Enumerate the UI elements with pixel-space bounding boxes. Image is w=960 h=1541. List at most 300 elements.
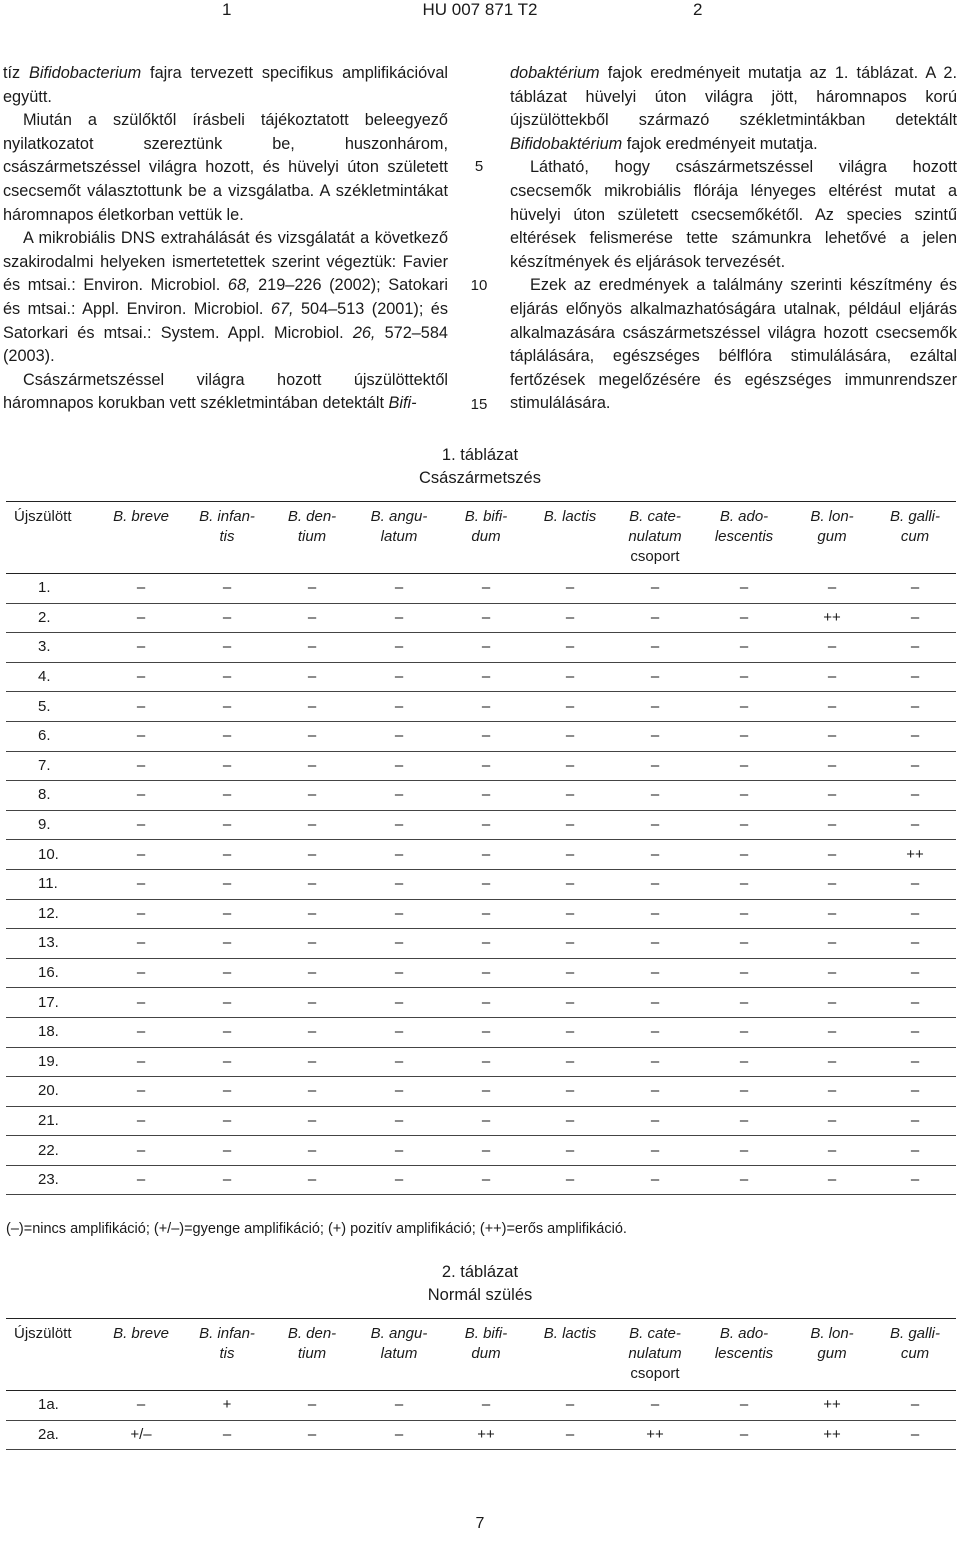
table-cell: – xyxy=(270,1047,354,1077)
table-cell: – xyxy=(354,840,444,870)
row-label: 9. xyxy=(6,810,98,840)
table-cell: – xyxy=(874,1077,956,1107)
table-cell: – xyxy=(444,781,528,811)
table-cell: – xyxy=(184,721,270,751)
table-cell: – xyxy=(270,721,354,751)
table2-header-cell: Újszülött xyxy=(6,1319,98,1391)
table-cell: – xyxy=(444,574,528,604)
table-cell: – xyxy=(874,781,956,811)
table1-header-row xyxy=(6,502,956,574)
table-cell: – xyxy=(698,869,790,899)
table-cell: – xyxy=(612,840,698,870)
table-cell: – xyxy=(98,958,184,988)
table-cell: – xyxy=(184,988,270,1018)
table2 xyxy=(6,1318,956,1450)
table-cell: – xyxy=(612,1047,698,1077)
table-cell: – xyxy=(874,1047,956,1077)
table-cell: – xyxy=(528,1420,612,1450)
table-cell: – xyxy=(528,662,612,692)
table-cell: – xyxy=(698,633,790,663)
table-cell: – xyxy=(98,899,184,929)
table-cell: – xyxy=(184,1077,270,1107)
table-cell: – xyxy=(698,603,790,633)
table-cell: – xyxy=(698,1106,790,1136)
right-text-column xyxy=(510,62,957,416)
table-cell: – xyxy=(444,988,528,1018)
table-cell: – xyxy=(528,810,612,840)
table2-caption: 2. táblázat xyxy=(441,1263,519,1281)
table-cell: – xyxy=(354,899,444,929)
table-cell: – xyxy=(184,958,270,988)
table-cell: – xyxy=(698,929,790,959)
table-cell: – xyxy=(184,574,270,604)
page-number: 7 xyxy=(475,1515,485,1532)
table-cell: – xyxy=(354,1420,444,1450)
table-cell: – xyxy=(528,1047,612,1077)
table-cell: – xyxy=(874,929,956,959)
table-cell: – xyxy=(612,929,698,959)
table-cell: – xyxy=(444,1017,528,1047)
document-id: HU 007 871 T2 xyxy=(422,0,538,19)
table-cell: – xyxy=(184,1017,270,1047)
table-row xyxy=(6,781,956,811)
table-cell: – xyxy=(874,869,956,899)
row-label: 1. xyxy=(6,574,98,604)
table-cell: – xyxy=(874,603,956,633)
table-cell: – xyxy=(98,988,184,1018)
table1-header-cell: B. lon- gum xyxy=(790,502,874,574)
table-cell: – xyxy=(270,899,354,929)
table-cell: – xyxy=(698,692,790,722)
table-cell: – xyxy=(612,1017,698,1047)
table2-header-row xyxy=(6,1319,956,1391)
table-cell: – xyxy=(698,1136,790,1166)
table-cell: – xyxy=(98,662,184,692)
table-cell: – xyxy=(270,1136,354,1166)
table-cell: – xyxy=(874,1017,956,1047)
row-label: 6. xyxy=(6,721,98,751)
table-cell: – xyxy=(184,1047,270,1077)
table-row xyxy=(6,1017,956,1047)
table1-header-cell: B. ado- lescentis xyxy=(698,502,790,574)
table-cell: – xyxy=(444,1165,528,1195)
table-cell: – xyxy=(528,692,612,722)
table-cell: – xyxy=(98,603,184,633)
table-cell: – xyxy=(612,958,698,988)
table-cell: – xyxy=(444,958,528,988)
table1-header-cell: B. angu- latum xyxy=(354,502,444,574)
table-cell: – xyxy=(698,1391,790,1421)
table-cell: – xyxy=(98,840,184,870)
table-cell: – xyxy=(698,574,790,604)
table-cell: – xyxy=(270,574,354,604)
table-cell: – xyxy=(874,1165,956,1195)
table-cell: – xyxy=(528,1165,612,1195)
table-cell: – xyxy=(270,662,354,692)
row-label: 8. xyxy=(6,781,98,811)
table-cell: – xyxy=(184,929,270,959)
table-cell: – xyxy=(444,1077,528,1107)
table-row xyxy=(6,988,956,1018)
left-page-number: 1 xyxy=(222,0,232,19)
row-label: 16. xyxy=(6,958,98,988)
right-page-number: 2 xyxy=(693,0,703,19)
table-cell: – xyxy=(184,781,270,811)
table-cell: – xyxy=(790,633,874,663)
table-cell: – xyxy=(528,899,612,929)
table-cell: – xyxy=(698,988,790,1018)
table-cell: – xyxy=(698,1165,790,1195)
table-cell: – xyxy=(790,1106,874,1136)
table1-header-cell: B. lactis xyxy=(528,502,612,574)
table-cell: – xyxy=(354,1136,444,1166)
row-label: 2a. xyxy=(6,1420,98,1450)
table-cell: – xyxy=(354,1077,444,1107)
table-cell: – xyxy=(612,751,698,781)
table-cell: – xyxy=(184,692,270,722)
row-label: 22. xyxy=(6,1136,98,1166)
table-cell: – xyxy=(354,603,444,633)
table-cell: – xyxy=(698,721,790,751)
table-cell: – xyxy=(270,692,354,722)
table-cell: – xyxy=(98,1077,184,1107)
table-cell: – xyxy=(874,662,956,692)
table2-header-cell: B. bifi- dum xyxy=(444,1319,528,1391)
table-cell: ++ xyxy=(790,1420,874,1450)
table1-header-cell: B. infan- tis xyxy=(184,502,270,574)
row-label: 19. xyxy=(6,1047,98,1077)
row-label: 13. xyxy=(6,929,98,959)
table-row xyxy=(6,869,956,899)
table-cell: – xyxy=(874,574,956,604)
table-cell: – xyxy=(270,958,354,988)
table2-header-cell: B. den- tium xyxy=(270,1319,354,1391)
table-cell: – xyxy=(790,810,874,840)
table-cell: – xyxy=(790,662,874,692)
table-cell: – xyxy=(444,1047,528,1077)
table-cell: – xyxy=(270,840,354,870)
table1 xyxy=(6,501,956,1195)
table-cell: – xyxy=(270,603,354,633)
table-cell: – xyxy=(98,1136,184,1166)
row-label: 17. xyxy=(6,988,98,1018)
table-row xyxy=(6,958,956,988)
table-cell: – xyxy=(270,1106,354,1136)
table-cell: – xyxy=(270,1391,354,1421)
table-cell: – xyxy=(612,574,698,604)
table-cell: – xyxy=(612,781,698,811)
row-label: 18. xyxy=(6,1017,98,1047)
table1-body xyxy=(6,574,956,1195)
table-cell: – xyxy=(184,603,270,633)
table-cell: – xyxy=(528,1136,612,1166)
table-cell: – xyxy=(528,721,612,751)
table-cell: – xyxy=(444,1106,528,1136)
table-cell: – xyxy=(698,1420,790,1450)
table2-header-cell: B. ado- lescentis xyxy=(698,1319,790,1391)
table-cell: – xyxy=(612,692,698,722)
table-row xyxy=(6,721,956,751)
table-cell: – xyxy=(790,899,874,929)
table-cell: – xyxy=(528,781,612,811)
table-cell: – xyxy=(444,633,528,663)
table1-caption: 1. táblázat xyxy=(441,446,519,464)
table-cell: – xyxy=(612,988,698,1018)
right-paragraph-2: Látható, hogy császármetszéssel világra hozott csecsemők mikrobiális flórája lényeges eltérést mutat a hüvelyi úton született csecsemőkétől. Az species szintű eltérések felismerése tette számunkra lehetővé a jelen készítmények és eljárások tervezését. xyxy=(510,158,957,271)
table-row xyxy=(6,692,956,722)
table-cell: – xyxy=(354,751,444,781)
table1-header-cell: B. cate- nulatum csoport xyxy=(612,502,698,574)
table-cell: – xyxy=(98,721,184,751)
table-cell: – xyxy=(874,721,956,751)
table-cell: – xyxy=(528,574,612,604)
table-cell: – xyxy=(874,810,956,840)
table-row xyxy=(6,662,956,692)
table-cell: – xyxy=(698,810,790,840)
row-label: 3. xyxy=(6,633,98,663)
table-cell: – xyxy=(98,810,184,840)
table-cell: – xyxy=(612,810,698,840)
table-cell: – xyxy=(612,1077,698,1107)
table-cell: – xyxy=(354,869,444,899)
table-cell: – xyxy=(698,840,790,870)
table-cell: – xyxy=(698,781,790,811)
table-cell: – xyxy=(354,1047,444,1077)
table1-header-cell: B. bifi- dum xyxy=(444,502,528,574)
row-label: 11. xyxy=(6,869,98,899)
table-cell: – xyxy=(612,721,698,751)
table1-header-cell: B. breve xyxy=(98,502,184,574)
table-cell: – xyxy=(98,869,184,899)
left-paragraph-2: Miután a szülőktől írásbeli tájékoztatott beleegyező nyilatkozatot szereztünk be, huszonhárom, császármetszéssel világra hozott, és hüvelyi úton született csecsemőt választottunk be a vizsgálatba. A székletmintákat háromnapos életkorban vettük le. xyxy=(3,111,448,224)
table-cell: – xyxy=(790,751,874,781)
table-cell: – xyxy=(270,781,354,811)
table1-title: Császármetszés xyxy=(419,469,541,487)
table-cell: ++ xyxy=(874,840,956,870)
table-cell: – xyxy=(98,1047,184,1077)
table-cell: – xyxy=(698,1077,790,1107)
table-cell: – xyxy=(270,869,354,899)
table-cell: – xyxy=(354,633,444,663)
table-cell: – xyxy=(354,810,444,840)
table-cell: – xyxy=(98,781,184,811)
table-row xyxy=(6,929,956,959)
table-cell: – xyxy=(528,840,612,870)
row-label: 12. xyxy=(6,899,98,929)
table2-header-cell: B. cate- nulatum csoport xyxy=(612,1319,698,1391)
table-row xyxy=(6,633,956,663)
table-row xyxy=(6,840,956,870)
table-cell: – xyxy=(874,988,956,1018)
table-cell: – xyxy=(790,1136,874,1166)
table-cell: – xyxy=(270,929,354,959)
table-cell: – xyxy=(698,899,790,929)
table-cell: – xyxy=(98,1017,184,1047)
table-cell: – xyxy=(698,1017,790,1047)
table-cell: – xyxy=(790,958,874,988)
table1-header-cell: B. galli- cum xyxy=(874,502,956,574)
table-cell: – xyxy=(874,1106,956,1136)
table-cell: – xyxy=(184,1420,270,1450)
table-cell: – xyxy=(354,1106,444,1136)
table-row xyxy=(6,899,956,929)
row-label: 1a. xyxy=(6,1391,98,1421)
table2-header-cell: B. galli- cum xyxy=(874,1319,956,1391)
table-cell: – xyxy=(528,869,612,899)
table-row xyxy=(6,1165,956,1195)
table-cell: – xyxy=(98,1391,184,1421)
line-number-10: 10 xyxy=(470,277,488,294)
table-cell: – xyxy=(354,721,444,751)
table-cell: – xyxy=(354,1017,444,1047)
table-legend: (–)=nincs amplifikáció; (+/–)=gyenge amplifikáció; (+) pozitív amplifikáció; (++)=erős amplifikáció. xyxy=(6,1221,627,1237)
table-cell: – xyxy=(612,1106,698,1136)
table-cell: – xyxy=(184,1165,270,1195)
table-row xyxy=(6,574,956,604)
line-number-15: 15 xyxy=(470,396,488,413)
table-cell: – xyxy=(612,869,698,899)
table-cell: – xyxy=(270,633,354,663)
table-cell: – xyxy=(698,662,790,692)
table-cell: – xyxy=(528,1106,612,1136)
table-row xyxy=(6,1391,956,1421)
table-cell: – xyxy=(444,692,528,722)
table-cell: – xyxy=(184,810,270,840)
table-cell: – xyxy=(874,692,956,722)
table1-header-cell: Újszülött xyxy=(6,502,98,574)
table-cell: – xyxy=(354,988,444,1018)
table-cell: – xyxy=(790,869,874,899)
table-cell: – xyxy=(528,603,612,633)
table-cell: – xyxy=(612,633,698,663)
table-row xyxy=(6,751,956,781)
table-cell: – xyxy=(354,1391,444,1421)
table-cell: – xyxy=(528,958,612,988)
table-cell: – xyxy=(354,958,444,988)
table-cell: – xyxy=(354,1165,444,1195)
table-cell: – xyxy=(790,781,874,811)
table-cell: – xyxy=(184,1106,270,1136)
table-cell: – xyxy=(874,751,956,781)
line-number-5: 5 xyxy=(474,158,484,175)
table-cell: ++ xyxy=(790,603,874,633)
table-cell: – xyxy=(184,869,270,899)
table-cell: – xyxy=(444,869,528,899)
table-cell: – xyxy=(874,958,956,988)
table-cell: – xyxy=(612,603,698,633)
table-row xyxy=(6,603,956,633)
row-label: 10. xyxy=(6,840,98,870)
table-cell: – xyxy=(184,840,270,870)
table-cell: – xyxy=(444,810,528,840)
table-cell: – xyxy=(874,899,956,929)
table-cell: – xyxy=(98,751,184,781)
row-label: 5. xyxy=(6,692,98,722)
table-cell: – xyxy=(790,692,874,722)
table-cell: – xyxy=(444,721,528,751)
table-cell: – xyxy=(184,751,270,781)
table-cell: – xyxy=(184,1136,270,1166)
table-cell: – xyxy=(874,633,956,663)
table-cell: – xyxy=(444,1136,528,1166)
table-cell: – xyxy=(790,1165,874,1195)
table2-body xyxy=(6,1391,956,1450)
row-label: 21. xyxy=(6,1106,98,1136)
table-cell: – xyxy=(444,603,528,633)
right-paragraph-3: Ezek az eredmények a találmány szerinti készítmény és eljárás előnyös alkalmazhatóságára utalnak, például eljárás alkalmazására császármetszéssel világra hozott csecsemők táplálására, egészséges bélflóra stimulálására, ezáltal fertőzések megelőzésére és egészséges immunrendszer stimulálására. xyxy=(510,276,957,413)
table-cell: – xyxy=(444,751,528,781)
table2-title: Normál szülés xyxy=(427,1286,533,1304)
row-label: 20. xyxy=(6,1077,98,1107)
table-cell: – xyxy=(612,1136,698,1166)
table-cell: – xyxy=(270,810,354,840)
table-cell: – xyxy=(790,1017,874,1047)
table-cell: – xyxy=(98,633,184,663)
table-cell: – xyxy=(528,1017,612,1047)
table-cell: – xyxy=(874,1136,956,1166)
table-row xyxy=(6,1047,956,1077)
table-cell: – xyxy=(612,899,698,929)
table1-header-cell: B. den- tium xyxy=(270,502,354,574)
table-cell: – xyxy=(612,1391,698,1421)
table-cell: – xyxy=(444,899,528,929)
table-row xyxy=(6,1420,956,1450)
table-cell: – xyxy=(790,840,874,870)
table-cell: – xyxy=(528,751,612,781)
left-paragraph-3: A mikrobiális DNS extrahálását és vizsgálatát a következő szakirodalmi helyeken ismertetettek szerint végeztük: Favier és mtsai.: Environ. Microbiol. 68, 219–226 (2002); Satokari és mtsai.: Appl. Environ. Microbiol. 67, 504–513 (2001); és Satorkari és mtsai.: System. Appl. Microbiol. 26, 572–584 (2003). xyxy=(3,229,448,366)
table-cell: – xyxy=(874,1420,956,1450)
table-cell: – xyxy=(698,1047,790,1077)
table-cell: ++ xyxy=(612,1420,698,1450)
table2-header-cell: B. infan- tis xyxy=(184,1319,270,1391)
table-cell: – xyxy=(184,633,270,663)
table-cell: – xyxy=(790,1047,874,1077)
table-cell: – xyxy=(528,988,612,1018)
table-cell: – xyxy=(698,751,790,781)
table-cell: – xyxy=(444,1391,528,1421)
table-cell: – xyxy=(528,633,612,663)
left-paragraph-4: Császármetszéssel világra hozott újszülöttektől háromnapos korukban vett székletmintában detektált Bifi- xyxy=(3,370,448,413)
table-cell: – xyxy=(98,1106,184,1136)
row-label: 7. xyxy=(6,751,98,781)
table2-header-cell: B. lon- gum xyxy=(790,1319,874,1391)
table-cell: – xyxy=(790,721,874,751)
table-cell: – xyxy=(354,781,444,811)
table2-header-cell: B. lactis xyxy=(528,1319,612,1391)
table-cell: – xyxy=(790,988,874,1018)
table-cell: – xyxy=(874,1391,956,1421)
table-cell: – xyxy=(528,1391,612,1421)
table-cell: – xyxy=(270,1017,354,1047)
table-cell: – xyxy=(354,692,444,722)
table-row xyxy=(6,810,956,840)
table-cell: – xyxy=(270,1077,354,1107)
table-cell: ++ xyxy=(790,1391,874,1421)
table-cell: – xyxy=(354,662,444,692)
table-cell: – xyxy=(528,929,612,959)
table-cell: – xyxy=(612,662,698,692)
table-cell: – xyxy=(354,574,444,604)
table2-header-cell: B. angu- latum xyxy=(354,1319,444,1391)
table-cell: – xyxy=(184,899,270,929)
table-cell: – xyxy=(270,751,354,781)
table2-header-cell: B. breve xyxy=(98,1319,184,1391)
right-paragraph-1: dobaktérium fajok eredményeit mutatja az 1. táblázat. A 2. táblázat hüvelyi úton világra jött, háromnapos korú újszülöttekből származó székletmintákban detektált Bifidobaktérium fajok eredményeit mutatja. xyxy=(510,64,957,153)
table-cell: – xyxy=(612,1165,698,1195)
table-row xyxy=(6,1136,956,1166)
table-cell: ++ xyxy=(444,1420,528,1450)
table-cell: – xyxy=(98,1165,184,1195)
